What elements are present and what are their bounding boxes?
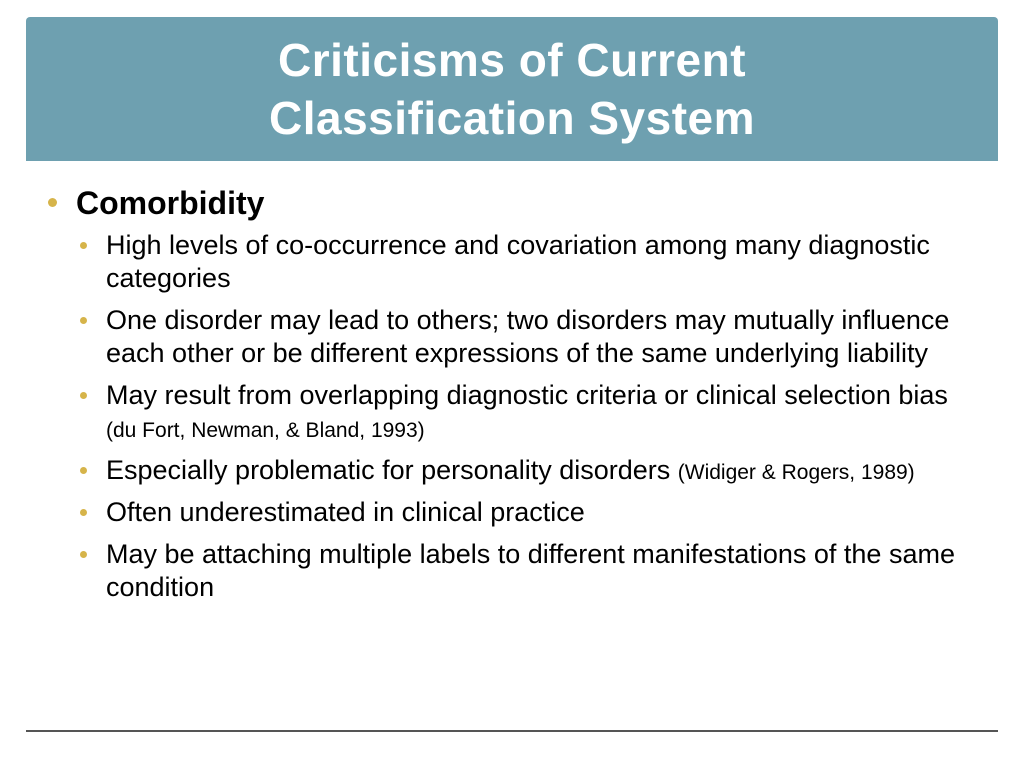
sub-bullet-item xyxy=(80,229,978,297)
bullet-dot-icon xyxy=(80,317,87,324)
sub-bullet-text xyxy=(106,538,966,606)
sub-bullet-item xyxy=(80,454,978,489)
slide-title-line-1: Criticisms of Current xyxy=(277,34,747,86)
sub-bullet-body: May be attaching multiple labels to different manifestations of the same condition xyxy=(106,539,955,602)
sub-bullet-item xyxy=(80,379,978,447)
sub-bullet-body: High levels of co-occurrence and covariation among many diagnostic categories xyxy=(106,230,930,293)
sub-bullet-body: Often underestimated in clinical practice xyxy=(106,497,585,527)
sub-bullet-body: One disorder may lead to others; two disorders may mutually influence each other or be different expressions of the same underlying liability xyxy=(106,305,950,368)
sub-bullet-text xyxy=(106,304,966,372)
bullet-dot-icon xyxy=(80,509,87,516)
sub-bullet-text xyxy=(106,454,966,489)
citation: (du Fort, Newman, & Bland, 1993) xyxy=(106,419,425,442)
bullet-dot-icon xyxy=(80,467,87,474)
sub-bullet-text xyxy=(106,229,966,297)
sub-bullet-text xyxy=(106,379,966,447)
slide-title-line-2: Classification System xyxy=(268,92,756,144)
slide-content xyxy=(48,183,978,613)
main-bullet-item xyxy=(48,183,978,223)
main-bullet-text: Comorbidity xyxy=(76,185,265,221)
bullet-dot-icon xyxy=(48,198,57,207)
bullet-dot-icon xyxy=(80,551,87,558)
citation: (Widiger & Rogers, 1989) xyxy=(677,461,915,484)
sub-bullet-item xyxy=(80,538,978,606)
sub-bullet-body: Especially problematic for personality disorders xyxy=(106,455,678,485)
footer-divider xyxy=(26,730,998,732)
sub-bullet-text xyxy=(106,496,966,531)
sub-bullet-body: May result from overlapping diagnostic criteria or clinical selection bias xyxy=(106,380,948,410)
sub-bullet-list xyxy=(80,229,978,606)
bullet-dot-icon xyxy=(80,392,87,399)
sub-bullet-item xyxy=(80,496,978,531)
sub-bullet-item xyxy=(80,304,978,372)
title-bar xyxy=(26,17,998,161)
bullet-dot-icon xyxy=(80,242,87,249)
